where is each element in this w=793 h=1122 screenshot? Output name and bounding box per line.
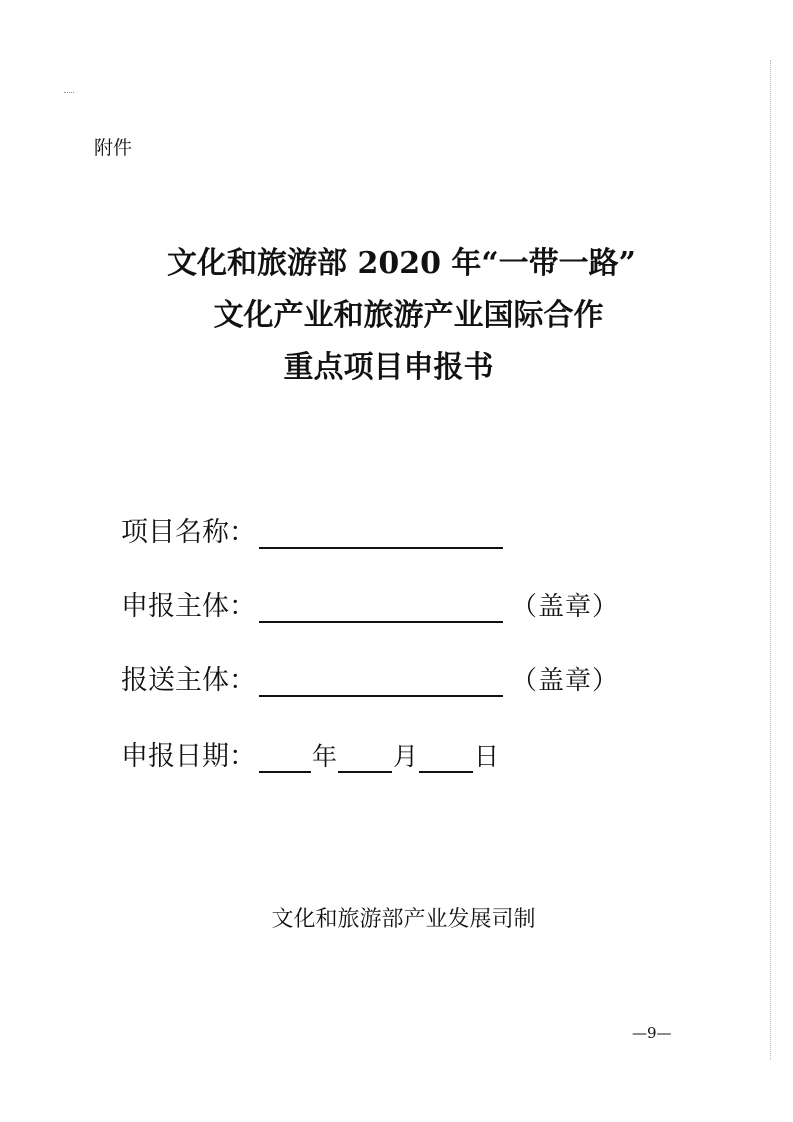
title-line-2: 文化产业和旅游产业国际合作: [213, 298, 604, 333]
day-blank: [419, 741, 473, 773]
date-label: 申报日期：: [121, 741, 256, 772]
applicant-stamp-note: （盖章）: [511, 592, 620, 622]
applicant-blank: [259, 591, 503, 623]
title-line-1: 文化和旅游部 2020 年“一带一路”: [167, 246, 636, 281]
scan-mark-artifact: [64, 92, 74, 94]
date-row: [121, 739, 500, 775]
submitter-label: 报送主体：: [121, 665, 256, 696]
attachment-label: 附件: [94, 137, 133, 159]
submitter-blank: [259, 665, 503, 697]
applicant-label: 申报主体：: [121, 591, 256, 622]
project-name-blank: [259, 517, 503, 549]
issuer-line: 文化和旅游部产业发展司制: [271, 907, 536, 932]
submitter-row: [121, 663, 619, 699]
month-char: 月: [393, 742, 419, 771]
submitter-stamp-note: （盖章）: [511, 666, 620, 696]
title-line-3: 重点项目申报书: [283, 350, 494, 385]
page-number: —9—: [632, 1024, 672, 1042]
applicant-row: [121, 589, 619, 625]
project-name-row: [121, 515, 503, 551]
year-char: 年: [312, 742, 338, 771]
day-char: 日: [474, 742, 500, 771]
project-name-label: 项目名称：: [121, 517, 256, 548]
month-blank: [338, 741, 392, 773]
year-blank: [259, 741, 311, 773]
